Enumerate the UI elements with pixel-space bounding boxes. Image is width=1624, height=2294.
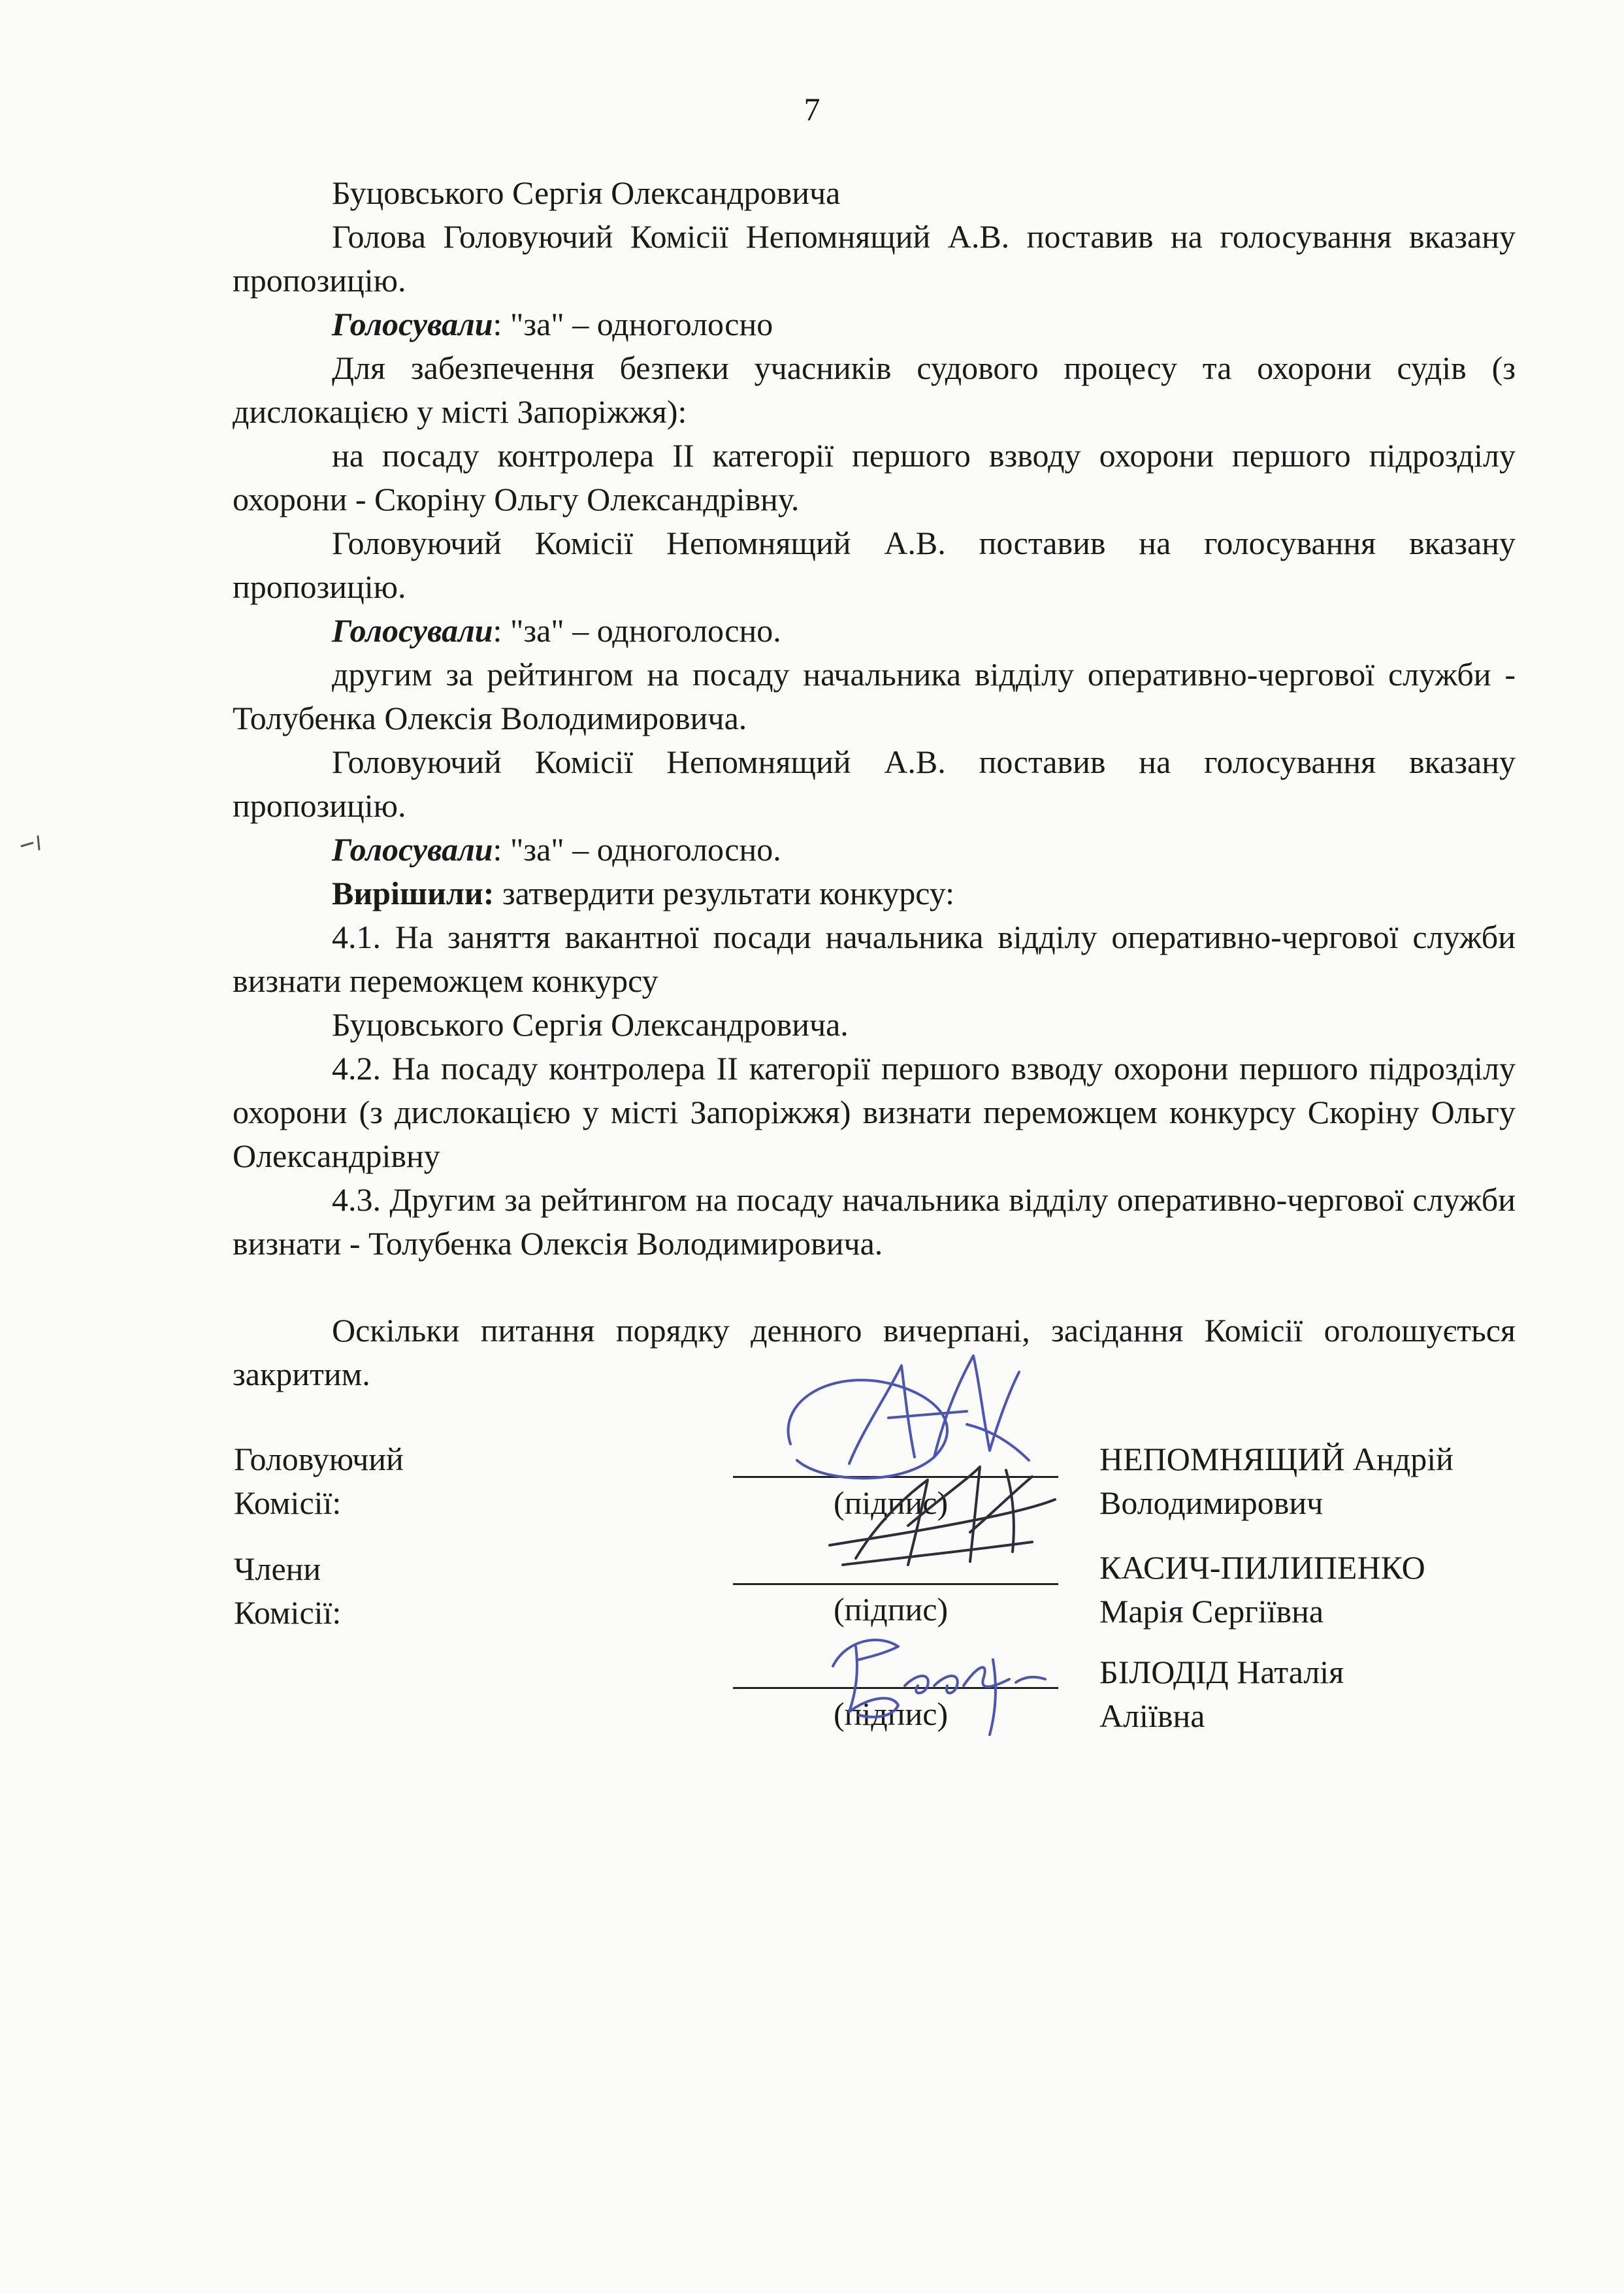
vote-label: Голосували <box>332 831 493 868</box>
paragraph: Буцовського Сергія Олександровича. <box>332 1006 849 1043</box>
signature-caption: (підпис) <box>834 1696 949 1732</box>
paragraph: 4.2. На посаду контролера ІІ категорії першого взводу охорони першого підрозділу охорони (з дислокацією у місті Запоріжжя) визнати переможцем конкурсу Скоріну Ольгу Олександрівну <box>233 1050 1516 1174</box>
signer-name: БІЛОДІД Наталія Аліївна <box>1099 1654 1344 1734</box>
paragraph: 4.1. На заняття вакантної посади начальника відділу оперативно-чергової служби визнати переможцем конкурсу <box>233 919 1516 999</box>
page-number: 7 <box>804 91 820 127</box>
decision-label: Вирішили: <box>332 875 495 911</box>
paragraph: другим за рейтингом на посаду начальника відділу оперативно-чергової служби - Толубенка Олексія Володимировича. <box>233 656 1516 736</box>
document-body <box>233 171 1516 1396</box>
paragraph: Головуючий Комісії Непомнящий А.В. поставив на голосування вказану пропозицію. <box>233 744 1516 824</box>
closing-paragraph: Оскільки питання порядку денного вичерпані, засідання Комісії оголошується закритим. <box>233 1312 1516 1392</box>
paragraph: Для забезпечення безпеки учасників судового процесу та охорони судів (з дислокацією у місті Запоріжжя): <box>233 350 1516 430</box>
scan-artifact <box>18 830 51 856</box>
vote-label: Голосували <box>332 612 493 649</box>
paragraph: Буцовського Сергія Олександровича <box>332 174 841 211</box>
chair-role: Головуючий Комісії: <box>234 1441 404 1521</box>
vote-label: Голосували <box>332 306 493 342</box>
vote-result: : "за" – одноголосно <box>493 306 773 342</box>
vote-line <box>233 303 1516 346</box>
decision-text: затвердити результати конкурсу: <box>494 875 955 911</box>
vote-line <box>233 828 1516 872</box>
signature-line <box>733 1583 1058 1585</box>
signature-caption: (підпис) <box>834 1591 949 1628</box>
vote-line <box>233 609 1516 653</box>
paragraph: на посаду контролера ІІ категорії першого взводу охорони першого підрозділу охорони - Скоріну Ольгу Олександрівну. <box>233 437 1516 517</box>
decision-line <box>233 872 1516 915</box>
signature-2-graphic <box>817 1454 1065 1578</box>
members-role: Члени Комісії: <box>234 1550 342 1631</box>
paragraph: 4.3. Другим за рейтингом на посаду начальника відділу оперативно-чергової служби визнати - Толубенка Олексія Володимировича. <box>233 1181 1516 1262</box>
signature-3-graphic <box>820 1620 1055 1745</box>
paragraph: Голова Головуючий Комісії Непомнящий А.В. поставив на голосування вказану пропозицію. <box>233 218 1516 299</box>
signer-name: НЕПОМНЯЩИЙ Андрій Володимирович <box>1099 1441 1453 1521</box>
vote-result: : "за" – одноголосно. <box>493 612 781 649</box>
signature-caption: (підпис) <box>834 1484 949 1521</box>
signer-name: КАСИЧ-ПИЛИПЕНКО Марія Сергіївна <box>1099 1549 1425 1630</box>
paragraph: Головуючий Комісії Непомнящий А.В. поставив на голосування вказану пропозицію. <box>233 525 1516 605</box>
vote-result: : "за" – одноголосно. <box>493 831 781 868</box>
spacer <box>233 1266 1516 1309</box>
